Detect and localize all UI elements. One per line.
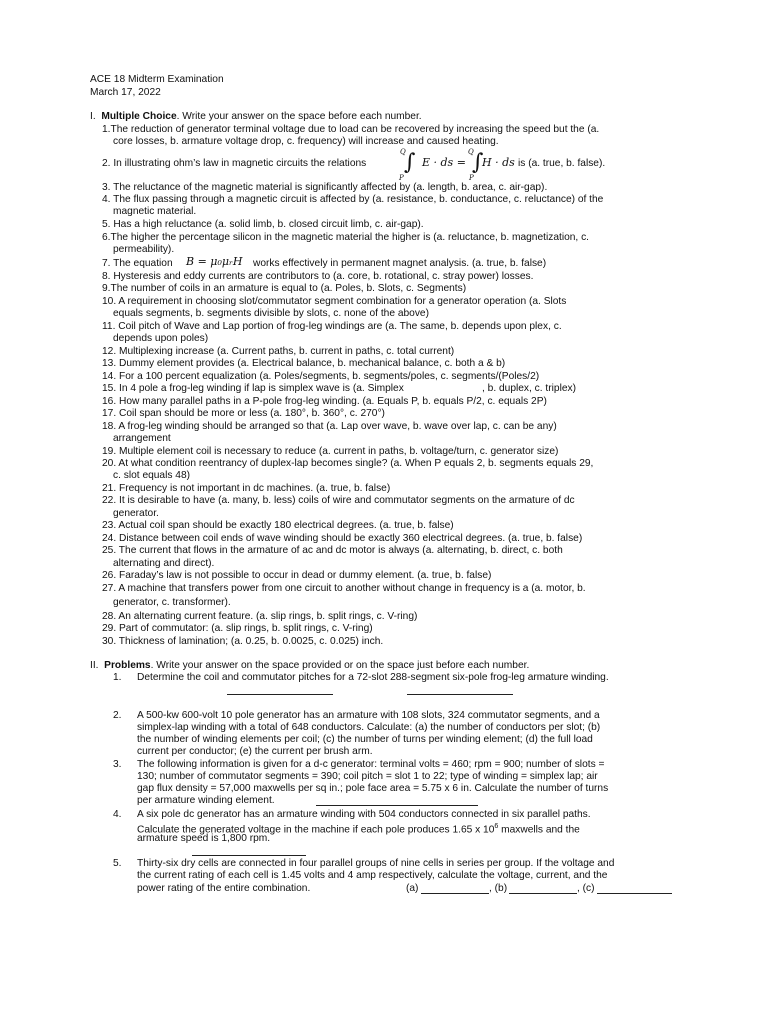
- question-22-line-2: generator.: [113, 508, 159, 519]
- problem-4-number: 4.: [113, 809, 122, 820]
- problem-2-line-2: simplex-lap winding with a total of 648 conductors. Calculate: (a) the number of conductors per slot; (b): [137, 722, 601, 733]
- section-1-title: Multiple Choice: [101, 111, 177, 122]
- problem-5-line-3: power rating of the entire combination.: [137, 883, 311, 894]
- question-18-line-2: arrangement: [113, 433, 171, 444]
- question-2-choices: is (a. true, b. false).: [518, 158, 606, 169]
- problem-1-answer-blank-1[interactable]: [227, 694, 333, 695]
- question-10-line-2: equals segments, b. segments divisible by slots, c. none of the above): [113, 308, 429, 319]
- problem-4-answer-blank[interactable]: [192, 855, 306, 856]
- section-1-heading: [90, 111, 422, 123]
- integral-2-upper-limit: Q: [468, 148, 474, 156]
- problem-5-line-1: Thirty-six dry cells are connected in four parallel groups of nine cells in series per group. If the voltage and: [137, 858, 615, 869]
- integral-1-integrand: E · ds =: [422, 156, 466, 169]
- question-16: 16. How many parallel paths in a P-pole frog-leg winding. (a. Equals P, b. equals P/2, c. equals 2P): [102, 396, 547, 407]
- problem-1-text: Determine the coil and commutator pitches for a 72-slot 288-segment six-pole frog-leg armature winding.: [137, 672, 609, 683]
- question-1-line-2: core losses, b. armature voltage drop, c. frequency) will increase and caused heating.: [113, 136, 499, 147]
- question-17: 17. Coil span should be more or less (a. 180°, b. 360°, c. 270°): [102, 408, 385, 419]
- question-26: 26. Faraday’s law is not possible to occur in dead or dummy element. (a. true, b. false): [102, 570, 492, 581]
- question-7-formula: B = μ₀μᵣH: [186, 255, 243, 268]
- question-15-choices: , b. duplex, c. triplex): [482, 383, 576, 394]
- problem-1-answer-blank-2[interactable]: [407, 694, 513, 695]
- question-12: 12. Multiplexing increase (a. Current paths, b. current in paths, c. total current): [102, 346, 455, 357]
- exam-title: ACE 18 Midterm Examination: [90, 74, 224, 85]
- question-4-line-2: magnetic material.: [113, 206, 197, 217]
- problem-5-answer-a-label: (a): [406, 883, 419, 894]
- question-18-line-1: 18. A frog-leg winding should be arranged so that (a. Lap over wave, b. wave over lap, c. can be any): [102, 421, 557, 432]
- question-29: 29. Part of commutator: (a. slip rings, b. split rings, c. V-ring): [102, 623, 373, 634]
- problem-5-answer-b-label: , (b): [489, 883, 508, 894]
- question-27-line-1: 27. A machine that transfers power from one circuit to another without change in frequency is a (a. motor, b.: [102, 583, 586, 594]
- question-4-line-1: 4. The flux passing through a magnetic circuit is affected by (a. resistance, b. conductance, c. reluctance) of the: [102, 194, 604, 205]
- problem-4-line-1: A six pole dc generator has an armature winding with 504 conductors connected in six parallel paths.: [137, 809, 591, 820]
- problem-4-line-2-post: maxwells and the: [498, 824, 580, 836]
- problem-2-number: 2.: [113, 710, 122, 721]
- section-2-heading: [90, 660, 529, 672]
- question-14: 14. For a 100 percent equalization (a. Poles/segments, b. segments/poles, c. segments/(Poles/2): [102, 371, 540, 382]
- problem-2-line-3: the number of winding elements per coil; (c) the number of turns per winding element; (d) the full load: [137, 734, 593, 745]
- integral-2-lower-limit: P: [469, 174, 474, 182]
- problem-3-line-2: 130; number of commutator segments = 390; coil pitch = slot 1 to 22; type of winding = simplex lap; air: [137, 771, 598, 782]
- problem-3-line-1: The following information is given for a d-c generator: terminal volts = 460; rpm = 900; number of slots =: [137, 759, 605, 770]
- question-11-line-2: depends upon poles): [113, 333, 209, 344]
- question-6-line-1: 6.The higher the percentage silicon in the magnetic material the higher is (a. reluctance, b. magnetization, c.: [102, 232, 590, 243]
- question-20-line-1: 20. At what condition reentrancy of duplex-lap becomes single? (a. When P equals 2, b. segments equals 29,: [102, 458, 594, 469]
- question-10-line-1: 10. A requirement in choosing slot/commutator segment combination for a generator operation (a. Slots: [102, 296, 567, 307]
- integral-1-upper-limit: Q: [400, 148, 406, 156]
- problem-2-line-1: A 500-kw 600-volt 10 pole generator has an armature with 108 slots, 324 commutator segments, and a: [137, 710, 600, 721]
- integral-2-sign: ∫: [472, 150, 484, 175]
- question-23: 23. Actual coil span should be exactly 180 electrical degrees. (a. true, b. false): [102, 520, 454, 531]
- question-3: 3. The reluctance of the magnetic material is significantly affected by (a. length, b. area, c. air-gap).: [102, 182, 548, 193]
- problem-3-number: 3.: [113, 759, 122, 770]
- integral-1-lower-limit: P: [399, 174, 404, 182]
- problem-5-answer-b-blank[interactable]: [509, 893, 577, 894]
- question-22-line-1: 22. It is desirable to have (a. many, b. less) coils of wire and commutator segments on the armature of dc: [102, 495, 575, 506]
- question-15-text: 15. In 4 pole a frog-leg winding if lap is simplex wave is (a. Simplex: [102, 383, 404, 394]
- problem-4-line-2-pre: Calculate the generated voltage in the machine if each pole produces 1.65 x 10: [137, 824, 495, 836]
- problem-5-answer-c-blank[interactable]: [597, 893, 672, 894]
- problem-3-line-4: per armature winding element.: [137, 795, 275, 806]
- problem-3-line-3: gap flux density = 57,000 maxwells per sq in.; pole face area = 5.75 x 6 in. Calculate the number of turns: [137, 783, 609, 794]
- section-2-title: Problems: [104, 660, 151, 671]
- problem-4-exponent: 6: [494, 823, 499, 830]
- question-19: 19. Multiple element coil is necessary to reduce (a. current in paths, b. voltage/turn, c. generator size): [102, 446, 559, 457]
- question-1-line-1: 1.The reduction of generator terminal voltage due to load can be recovered by increasing the speed but the (a.: [102, 124, 600, 135]
- problem-3-answer-blank[interactable]: [316, 805, 478, 806]
- section-2-number: II.: [90, 660, 99, 671]
- exam-date: March 17, 2022: [90, 87, 161, 98]
- question-21: 21. Frequency is not important in dc machines. (a. true, b. false): [102, 483, 391, 494]
- question-9: 9.The number of coils in an armature is equal to (a. Poles, b. Slots, c. Segments): [102, 283, 467, 294]
- question-30: 30. Thickness of lamination; (a. 0.25, b. 0.0025, c. 0.025) inch.: [102, 636, 384, 647]
- problem-4-line-3: armature speed is 1,800 rpm.: [137, 833, 271, 844]
- question-13: 13. Dummy element provides (a. Electrical balance, b. mechanical balance, c. both a & b): [102, 358, 506, 369]
- question-2-text: 2. In illustrating ohm’s law in magnetic circuits the relations: [102, 158, 367, 169]
- integral-2-integrand: H · ds: [482, 156, 515, 169]
- question-20-line-2: c. slot equals 48): [113, 470, 191, 481]
- problem-2-line-4: current per conductor; (e) the current per brush arm.: [137, 746, 373, 757]
- problem-1-number: 1.: [113, 672, 122, 683]
- question-7-choices: works effectively in permanent magnet analysis. (a. true, b. false): [253, 258, 547, 269]
- section-1-number: I.: [90, 111, 96, 122]
- question-25-line-2: alternating and direct).: [113, 558, 215, 569]
- question-25-line-1: 25. The current that flows in the armature of ac and dc motor is always (a. alternating, b. direct, c. both: [102, 545, 563, 556]
- question-7-text: 7. The equation: [102, 258, 173, 269]
- question-27-line-2: generator, c. transformer).: [113, 597, 231, 608]
- question-8: 8. Hysteresis and eddy currents are contributors to (a. core, b. rotational, c. stray power) losses.: [102, 271, 534, 282]
- problem-5-number: 5.: [113, 858, 122, 869]
- problem-5-answer-a-blank[interactable]: [421, 893, 489, 894]
- question-28: 28. An alternating current feature. (a. slip rings, b. split rings, c. V-ring): [102, 611, 418, 622]
- section-1-instructions: . Write your answer on the space before each number.: [176, 111, 422, 122]
- integral-1-sign: ∫: [404, 150, 416, 175]
- problem-5-answer-c-label: , (c): [577, 883, 595, 894]
- question-24: 24. Distance between coil ends of wave winding should be exactly 360 electrical degrees. (a. true, b. false): [102, 533, 583, 544]
- question-5: 5. Has a high reluctance (a. solid limb, b. closed circuit limb, c. air-gap).: [102, 219, 424, 230]
- section-2-instructions: . Write your answer on the space provided or on the space just before each number.: [150, 660, 530, 671]
- question-6-line-2: permeability).: [113, 244, 175, 255]
- question-11-line-1: 11. Coil pitch of Wave and Lap portion of frog-leg windings are (a. The same, b. depends upon plex, c.: [102, 321, 562, 332]
- problem-5-line-2: the current rating of each cell is 1.45 volts and 4 amp respectively, calculate the voltage, current, and the: [137, 870, 608, 881]
